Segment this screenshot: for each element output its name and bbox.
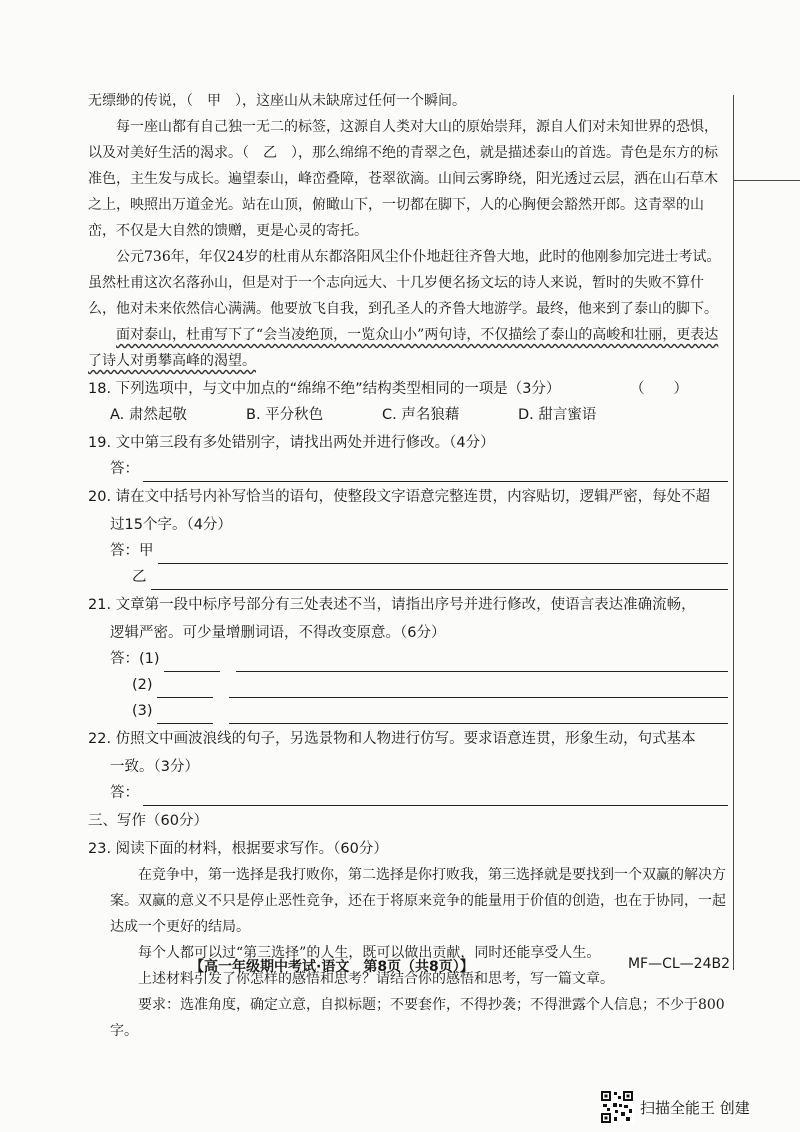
- footer-title: 【高一年级期中考试·语文 第8页（共8页）】: [190, 959, 474, 975]
- option-b: B. 平分秋色: [246, 407, 324, 423]
- question-18-answer-paren[interactable]: （ ）: [630, 381, 688, 397]
- margin-rule-vertical: [733, 95, 734, 970]
- answer-blank-yi[interactable]: [151, 569, 729, 590]
- question-20-answer-yi: [110, 564, 728, 590]
- answer-label: 答：: [110, 785, 139, 801]
- material-paragraph-2: 每个人都可以过“第三选择”的人生，既可以做出贡献，同时还能享受人生。: [138, 945, 601, 961]
- writing-material: [88, 862, 728, 1044]
- question-22-line-2: 一致。（3分）: [110, 759, 199, 775]
- question-19-answer-row: [110, 456, 728, 482]
- question-18-text: 18. 下列选项中，与文中加点的“绵绵不绝”结构类型相同的一项是（3分）: [88, 381, 561, 397]
- answer-blank-fix-1[interactable]: [236, 651, 728, 672]
- answer-blank-number-2[interactable]: [157, 677, 213, 698]
- question-21-answer-3: [110, 698, 728, 724]
- option-d: D. 甜言蜜语: [518, 407, 597, 423]
- question-21-line-1: 21. 文章第一段中标序号部分有三处表述不当，请指出序号并进行修改，使语言表达准确流畅，: [88, 597, 696, 613]
- answer-blank[interactable]: [143, 461, 728, 482]
- option-c: C. 声名狼藉: [382, 407, 460, 423]
- answer-blank[interactable]: [143, 785, 728, 806]
- passage-paragraph-1: 每一座山都有自己独一无二的标签，这源自人类对大山的原始崇拜，源自人们对未知世界的恐惧，以及对美好生活的渴求。（ 乙 ），那么绵绵不绝的青翠之色，就是描述泰山的首选。青色是东方的标准色，主生发与成长。遍望泰山，峰峦叠障，苍翠欲滴。山间云雾睁绕，阳光透过云层，洒在山石草木之上，映照出万道金光。站在山顶，俯瞰山下，一切都在脚下，人的心胸便会豁然开郎。这青翠的山峦，不仅是大自然的馈赠，更是心灵的寄托。: [88, 119, 718, 239]
- question-18-options: [110, 402, 728, 428]
- question-19: 19. 文中第三段有多处错别字，请找出两处并进行修改。（4分）: [88, 435, 495, 451]
- question-20-answer-jia: [110, 538, 728, 564]
- question-22-answer-row: [110, 780, 728, 806]
- passage-paragraph-3: [88, 322, 728, 374]
- footer-code: MF—CL—24B2: [627, 956, 730, 972]
- page-footer: [190, 956, 730, 976]
- margin-rule-horizontal: [733, 180, 800, 181]
- wavy-underlined-sentence: 面对泰山，杜甫写下了“会当凌绝顶，一览众山小”两句诗，不仅描绘了泰山的高峻和壮丽，更表达了诗人对勇攀高峰的渴望。: [88, 327, 719, 369]
- answer-blank-number-1[interactable]: [164, 651, 220, 672]
- question-21-answer-1: [110, 646, 728, 672]
- material-paragraph-1: 在竞争中，第一选择是我打败你，第二选择是你打败我，第三选择就是要找到一个双赢的解决方案。双赢的意义不只是停止恶性竞争，还在于将原来竞争的能量用于价值的创造，也在于协同，一起达成一个更好的结局。: [110, 867, 726, 935]
- question-21-answer-2: [110, 672, 728, 698]
- material-requirements: 要求：选准角度，确定立意，自拟标题；不要套作，不得抄袭；不得泄露个人信息；不少于800字。: [110, 997, 725, 1039]
- answer-blank-jia[interactable]: [158, 543, 729, 564]
- question-20-line-2: 过15个字。（4分）: [110, 517, 232, 533]
- answer-label: 答：: [110, 461, 139, 477]
- answer-blank-number-3[interactable]: [157, 703, 213, 724]
- qr-code-icon: [600, 1090, 634, 1124]
- question-23: 23. 阅读下面的材料，根据要求写作。（60分）: [88, 841, 388, 857]
- passage-paragraph-2: 公元736年，年仅24岁的杜甫从东都洛阳风尘仆仆地赶往齐鲁大地，此时的他刚参加完进士考试。虽然杜甫这次名落孙山，但是对于一个志向远大、十几岁便名扬文坛的诗人来说，暂时的失败不算什么，他对未来依然信心满满。他要放飞自我，到孔圣人的齐鲁大地游学。最终，他来到了泰山的脚下。: [88, 249, 721, 317]
- answer-blank-fix-3[interactable]: [229, 703, 728, 724]
- answer-label-3: (3): [132, 703, 153, 719]
- answer-label-1: 答：(1): [110, 651, 160, 667]
- answer-label-jia: 答：甲: [110, 543, 154, 559]
- scanner-badge: [600, 1090, 750, 1124]
- question-22-line-1: 22. 仿照文中画波浪线的句子，另选景物和人物进行仿写。要求语意连贯，形象生动，句式基本: [88, 731, 696, 747]
- answer-label-2: (2): [132, 677, 153, 693]
- section-title-writing: 三、写作（60分）: [88, 813, 208, 829]
- question-21-line-2: 逻辑严密。可少量增删词语，不得改变原意。（6分）: [110, 625, 446, 641]
- option-a: A. 肃然起敬: [110, 407, 187, 423]
- question-18: [88, 376, 728, 402]
- material-paragraph-3: 上述材料引发了你怎样的感悟和思考？请结合你的感悟和思考，写一篇文章。: [138, 971, 614, 987]
- answer-label-yi: 乙: [132, 569, 147, 585]
- question-20-line-1: 20. 请在文中括号内补写恰当的语句，使整段文字语意完整连贯，内容贴切，逻辑严密，每处不超: [88, 489, 711, 505]
- scanner-badge-text: 扫描全能王 创建: [640, 1098, 750, 1117]
- answer-blank-fix-2[interactable]: [229, 677, 728, 698]
- page-content: [88, 88, 728, 1044]
- passage-paragraph-0: 无缥缈的传说，（ 甲 ），这座山从未缺席过任何一个瞬间。: [88, 93, 466, 109]
